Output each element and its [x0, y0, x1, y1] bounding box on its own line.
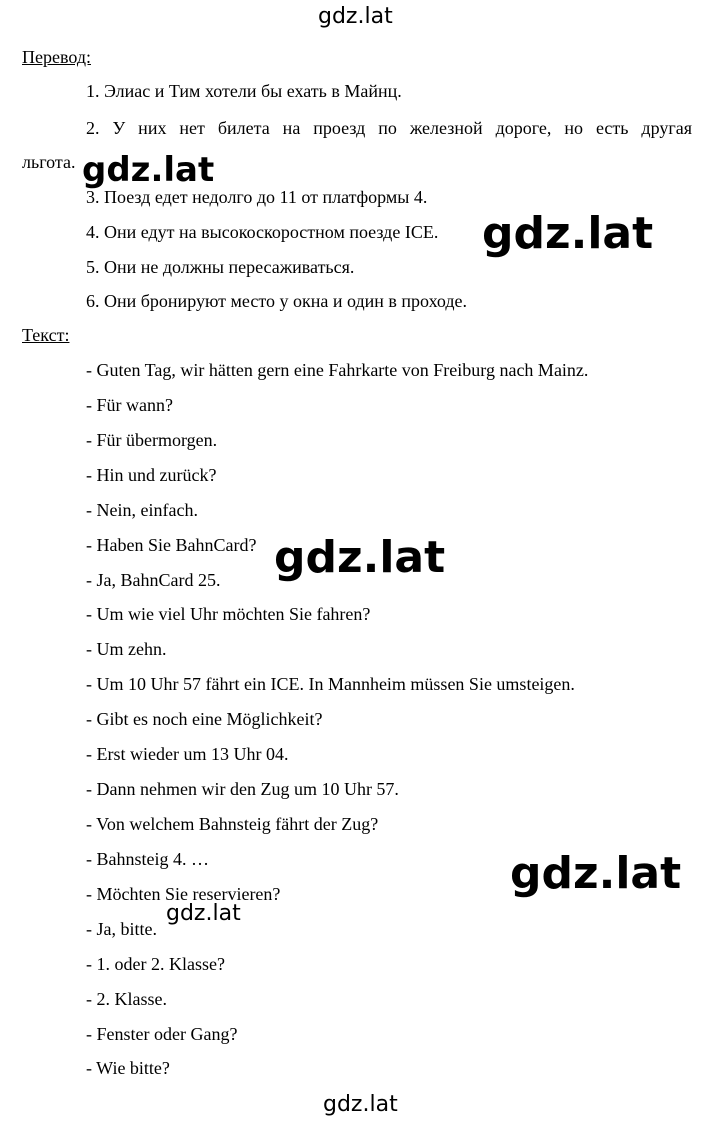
translation-line-4: 4. Они едут на высокоскоростном поезде ICE.: [86, 222, 439, 242]
dialogue-line: - Bahnsteig 4. …: [86, 849, 209, 869]
dialogue-line: - Hin und zurück?: [86, 465, 217, 485]
dialogue-line: - Dann nehmen wir den Zug um 10 Uhr 57.: [86, 779, 399, 799]
dialogue-line: - Von welchem Bahnsteig fährt der Zug?: [86, 814, 379, 834]
watermark-2: gdz.lat: [82, 150, 215, 190]
dialogue-line: - Ja, BahnCard 25.: [86, 570, 221, 590]
dialogue-line: - Wie bitte?: [86, 1058, 170, 1078]
watermark-4: gdz.lat: [274, 532, 446, 583]
translation-line-3: 3. Поезд едет недолго до 11 от платформы 4.: [86, 187, 428, 207]
dialogue-line: - Guten Tag, wir hätten gern eine Fahrkarte von Freiburg nach Mainz.: [86, 360, 589, 380]
watermark-5: gdz.lat: [510, 848, 682, 899]
dialogue-line: - 2. Klasse.: [86, 989, 167, 1009]
dialogue-line: - Um wie viel Uhr möchten Sie fahren?: [86, 604, 371, 624]
translation-line-2-cont: льгота.: [22, 152, 76, 172]
dialogue-line: - 1. oder 2. Klasse?: [86, 954, 225, 974]
dialogue-line: - Um zehn.: [86, 639, 167, 659]
watermark-top: gdz.lat: [318, 4, 393, 29]
translation-line-2: 2. У них нет билета на проезд по железной дороге, но есть другая: [86, 118, 692, 138]
watermark-3: gdz.lat: [482, 208, 654, 259]
dialogue-line: - Gibt es noch eine Möglichkeit?: [86, 709, 323, 729]
dialogue-line: - Um 10 Uhr 57 fährt ein ICE. In Mannheim müssen Sie umsteigen.: [86, 674, 575, 694]
translation-heading: Перевод:: [22, 47, 91, 67]
text-heading: Текст:: [22, 325, 70, 345]
translation-line-6: 6. Они бронируют место у окна и один в проходе.: [86, 291, 468, 311]
dialogue-line: - Möchten Sie reservieren?: [86, 884, 281, 904]
dialogue-line: - Für übermorgen.: [86, 430, 218, 450]
dialogue-line: - Haben Sie BahnCard?: [86, 535, 257, 555]
dialogue-line: - Nein, einfach.: [86, 500, 198, 520]
dialogue-line: - Für wann?: [86, 395, 173, 415]
watermark-bottom: gdz.lat: [323, 1092, 398, 1117]
dialogue-line: - Erst wieder um 13 Uhr 04.: [86, 744, 289, 764]
dialogue-line: - Fenster oder Gang?: [86, 1024, 238, 1044]
dialogue-line: - Ja, bitte.: [86, 919, 157, 939]
translation-line-1: 1. Элиас и Тим хотели бы ехать в Майнц.: [86, 81, 402, 101]
translation-line-5: 5. Они не должны пересаживаться.: [86, 257, 355, 277]
watermark-6: gdz.lat: [166, 901, 241, 926]
